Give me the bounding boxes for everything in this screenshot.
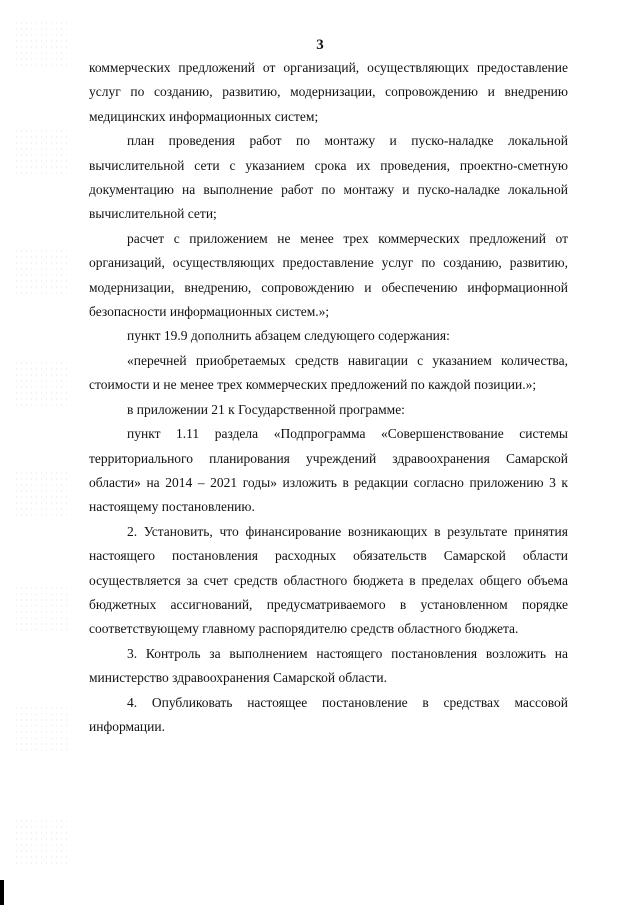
paragraph-installation-plan: план проведения работ по монтажу и пуско-наладке локальной вычислительной сети с указанием срока их проведения, проектно-сметную документацию на выполнение работ по монтажу и пуско-наладке локальной вычислительной сети; bbox=[89, 133, 568, 222]
paragraph-navigation-list: «перечней приобретаемых средств навигации с указанием количества, стоимости и не менее трех коммерческих предложений по каждой позиции.»; bbox=[89, 352, 568, 393]
scan-noise bbox=[14, 585, 68, 631]
paragraph-control: 3. Контроль за выполнением настоящего постановления возложить на министерство здравоохранения Самарской области. bbox=[89, 645, 568, 686]
scan-noise bbox=[14, 128, 68, 174]
scan-edge-mark bbox=[0, 880, 4, 905]
scan-noise bbox=[14, 818, 68, 864]
paragraph-appendix-21: в приложении 21 к Государственной программе: bbox=[127, 401, 405, 417]
page-number: 3 bbox=[316, 37, 324, 53]
scan-noise bbox=[14, 360, 68, 406]
scan-noise bbox=[14, 470, 68, 516]
scan-noise bbox=[14, 705, 68, 751]
paragraph-point-19-9: пункт 19.9 дополнить абзацем следующего содержания: bbox=[127, 328, 450, 344]
paragraph-continuation: коммерческих предложений от организаций, осуществляющих предоставление услуг по созданию, развитию, модернизации, сопровождению и внедрению медицинских информационных систем; bbox=[89, 60, 568, 124]
scan-noise bbox=[14, 248, 68, 294]
paragraph-point-1-11: пункт 1.11 раздела «Подпрограмма «Совершенствование системы территориального планирования учреждений здравоохранения Самарской области» на 2014 – 2021 годы» изложить в редакции согласно приложению 3 к настоящему постановлению. bbox=[89, 426, 568, 515]
document-body bbox=[89, 56, 568, 739]
paragraph-publication: 4. Опубликовать настоящее постановление в средствах массовой информации. bbox=[89, 694, 568, 734]
paragraph-cost-calculation: расчет с приложением не менее трех коммерческих предложений от организаций, осуществляющих предоставление услуг по созданию, развитию, модернизации, внедрению, сопровождению и обеспечению информационной безопасности информационных систем.»; bbox=[89, 230, 568, 320]
paragraph-financing: 2. Установить, что финансирование возникающих в результате принятия настоящего постановления расходных обязательств Самарской области осуществляется за счет средств областного бюджета в пределах общего объема бюджетных ассигнований, предусматриваемого в установленном порядке соответствующему главному распорядителю средств областного бюджета. bbox=[89, 523, 568, 637]
